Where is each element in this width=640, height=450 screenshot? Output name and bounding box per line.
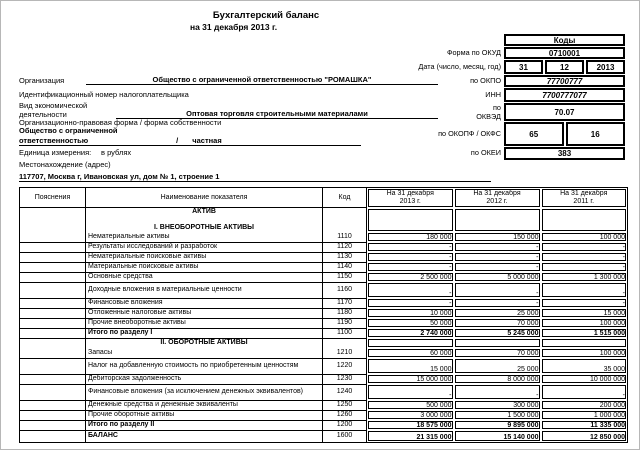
value-cell: 10 000 [367,308,454,318]
indicator-name-cell: Доходные вложения в материальные ценности [86,282,323,298]
value-cell: 50 000 [367,318,454,328]
organization-label: Организация [19,76,65,85]
indicator-name-cell: Финансовые вложения [86,298,323,308]
report-date: на 31 декабря 2013 г. [189,22,278,32]
notes-cell [20,298,86,308]
value-cell: - [454,282,541,298]
value-cell [367,208,454,233]
activity-label-line1: Вид экономической [19,101,88,110]
legal-form-text: ответственностью [19,136,89,145]
notes-cell [20,420,86,430]
value-cell: 15 000 [541,308,628,318]
value-cell: - [454,242,541,252]
value-cell: 5 000 000 [454,272,541,282]
value-cell: 3 000 000 [367,410,454,420]
notes-cell [20,338,86,348]
value-cell: - [367,298,454,308]
value-cell [541,208,628,233]
notes-cell [20,208,86,233]
date-value-box [504,60,625,74]
balance-table [19,187,628,443]
indicator-name-cell: Денежные средства и денежные эквиваленты [86,400,323,410]
indicator-name-cell: Итого по разделу I [86,328,323,338]
value-cell: 60 000 [367,348,454,358]
activity-label-line2: деятельности [19,110,67,119]
notes-cell [20,384,86,400]
code-cell: 1200 [323,420,367,430]
header-2011: На 31 декабря 2011 г. [541,188,628,208]
code-cell: 1120 [323,242,367,252]
value-cell: 25 000 [454,308,541,318]
value-cell: 150 000 [454,232,541,242]
indicator-name-cell: Прочие внеоборотные активы [86,318,323,328]
notes-cell [20,328,86,338]
value-cell: 15 000 000 [367,374,454,384]
code-cell: 1130 [323,252,367,262]
value-cell: - [541,384,628,400]
legal-form-value-line1: Общество с ограниченной [19,126,118,135]
code-cell: 1210 [323,348,367,358]
value-cell: 1 515 000 [541,328,628,338]
date-month: 12 [545,60,584,74]
okved-label-line1: по [492,103,501,112]
value-cell: 180 000 [367,232,454,242]
value-cell: 1 000 000 [541,410,628,420]
ownership-value: частная [192,136,222,145]
value-cell: - [367,242,454,252]
value-cell: 1 300 000 [541,272,628,282]
okud-value-box: 0710001 [504,47,625,59]
notes-cell [20,410,86,420]
code-cell: 1220 [323,358,367,374]
code-cell: 1180 [323,308,367,318]
indicator-name-cell: Дебиторская задолженность [86,374,323,384]
code-cell: 1170 [323,298,367,308]
page-title: Бухгалтерский баланс [212,10,320,21]
header-indicator-name: Наименование показателя [86,188,323,208]
value-cell: 12 850 000 [541,430,628,442]
value-cell: 15 000 [367,358,454,374]
value-cell: 500 000 [367,400,454,410]
code-cell: 1160 [323,282,367,298]
value-cell: 11 335 000 [541,420,628,430]
value-cell: - [454,262,541,272]
code-cell: 1150 [323,272,367,282]
code-cell: 1230 [323,374,367,384]
value-cell: - [367,262,454,272]
section-title-line: АКТИВ [192,208,216,215]
value-cell: - [541,252,628,262]
code-cell: 1100 [323,328,367,338]
value-cell: - [454,298,541,308]
notes-cell [20,348,86,358]
okei-value-box: 383 [504,147,625,160]
header-2012: На 31 декабря 2012 г. [454,188,541,208]
value-cell: 200 000 [541,400,628,410]
indicator-name-cell: Нематериальные активы [86,232,323,242]
value-cell: 10 000 000 [541,374,628,384]
section-title-line: I. ВНЕОБОРОТНЫЕ АКТИВЫ [153,224,255,231]
taxpayer-id-label: Идентификационный номер налогоплательщика [19,90,189,99]
section-title-line [88,216,320,224]
notes-cell [20,358,86,374]
code-cell: 1190 [323,318,367,328]
organization-value: Общество с ограниченной ответственностью "РОМАШКА" [86,73,438,85]
code-cell: 1110 [323,232,367,242]
table-row [20,208,628,233]
legal-form-slash: / [176,136,179,145]
table-row [20,384,628,400]
table-row [20,400,628,410]
okud-label: Форма по ОКУД [446,48,501,57]
value-cell: - [541,262,628,272]
value-cell: 70 000 [454,318,541,328]
value-cell: 100 000 [541,348,628,358]
table-row [20,298,628,308]
table-row [20,232,628,242]
notes-cell [20,262,86,272]
value-cell: 18 575 000 [367,420,454,430]
header-2013: На 31 декабря 2013 г. [367,188,454,208]
value-cell: 70 000 [454,348,541,358]
value-cell: - [367,252,454,262]
date-label: Дата (число, месяц, год) [418,62,501,71]
okpo-value-box: 77700777 [504,75,625,87]
table-row [20,318,628,328]
code-cell: 1600 [323,430,367,442]
table-row [20,308,628,318]
value-cell: - [454,384,541,400]
code-cell: 1140 [323,262,367,272]
activity-value: Оптовая торговля строительными материалами [116,107,438,119]
inn-value-box: 7700777077 [504,88,625,102]
notes-cell [20,400,86,410]
codes-header-box: Коды [504,34,625,46]
value-cell: - [541,242,628,252]
code-cell: 1240 [323,384,367,400]
table-row [20,410,628,420]
okved-value-box: 70.07 [504,103,625,121]
okved-label-line2: ОКВЭД [476,111,501,121]
section-title-cell [86,208,323,233]
notes-cell [20,252,86,262]
date-day: 31 [504,60,543,74]
value-cell: - [367,384,454,400]
notes-cell [20,282,86,298]
indicator-name-cell: Прочие оборотные активы [86,410,323,420]
value-cell: 100 000 [541,318,628,328]
value-cell: 2 500 000 [367,272,454,282]
value-cell: 25 000 [454,358,541,374]
value-cell: 35 000 [541,358,628,374]
indicator-name-cell: Налог на добавленную стоимость по приобретенным ценностям [86,358,323,374]
value-cell: 100 000 [541,232,628,242]
okopf-value: 65 [504,122,564,146]
table-row [20,338,628,348]
code-cell: 1250 [323,400,367,410]
value-cell: 2 740 000 [367,328,454,338]
notes-cell [20,430,86,442]
code-cell [323,338,367,348]
value-cell [367,338,454,348]
code-cell [323,208,367,233]
value-cell: 8 000 000 [454,374,541,384]
value-cell [541,338,628,348]
okopf-okfs-box [504,122,625,146]
indicator-name-cell: Итого по разделу II [86,420,323,430]
inn-label: ИНН [485,90,501,99]
table-row [20,430,628,442]
table-row [20,358,628,374]
notes-cell [20,308,86,318]
legal-form-label: Организационно-правовая форма / форма собственности [19,118,222,127]
table-row [20,252,628,262]
notes-cell [20,242,86,252]
indicator-name-cell: Материальные поисковые активы [86,262,323,272]
value-cell [454,338,541,348]
table-row [20,262,628,272]
value-cell: 1 500 000 [454,410,541,420]
value-cell: - [541,298,628,308]
okopf-label: по ОКОПФ / ОКФС [438,129,501,138]
date-year: 2013 [586,60,625,74]
notes-cell [20,272,86,282]
section-title-cell [86,338,323,348]
address-value: 117707, Москва г, Ивановская ул, дом № 1, строение 1 [19,171,491,182]
value-cell: 21 315 000 [367,430,454,442]
code-cell: 1260 [323,410,367,420]
table-row [20,328,628,338]
indicator-name-cell: Запасы [86,348,323,358]
value-cell: - [367,282,454,298]
value-cell [454,208,541,233]
table-row [20,374,628,384]
header-code: Код [323,188,367,208]
indicator-name-cell: Результаты исследований и разработок [86,242,323,252]
indicator-name-cell: БАЛАНС [86,430,323,442]
indicator-name-cell: Нематериальные поисковые активы [86,252,323,262]
value-cell: 9 895 000 [454,420,541,430]
address-label: Местонахождение (адрес) [19,160,111,169]
indicator-name-cell: Основные средства [86,272,323,282]
unit-value: в рублях [101,148,132,157]
value-cell: 5 245 000 [454,328,541,338]
notes-cell [20,232,86,242]
value-cell: - [541,282,628,298]
value-cell: - [454,252,541,262]
indicator-name-cell: Отложенные налоговые активы [86,308,323,318]
okei-label: по ОКЕИ [470,148,501,157]
table-row [20,282,628,298]
okfs-value: 16 [566,122,626,146]
section-title-line: II. ОБОРОТНЫЕ АКТИВЫ [160,339,248,347]
indicator-name-cell: Финансовые вложения (за исключением денежных эквивалентов) [86,384,323,400]
notes-cell [20,374,86,384]
okpo-label: по ОКПО [470,76,501,85]
header-notes: Пояснения [20,188,86,208]
table-row [20,420,628,430]
table-row [20,348,628,358]
unit-label: Единица измерения: [19,148,92,157]
value-cell: 300 000 [454,400,541,410]
value-cell: 15 140 000 [454,430,541,442]
table-row [20,272,628,282]
table-row [20,242,628,252]
table-header-row [20,188,628,208]
notes-cell [20,318,86,328]
legal-form-value-line2 [19,134,361,146]
